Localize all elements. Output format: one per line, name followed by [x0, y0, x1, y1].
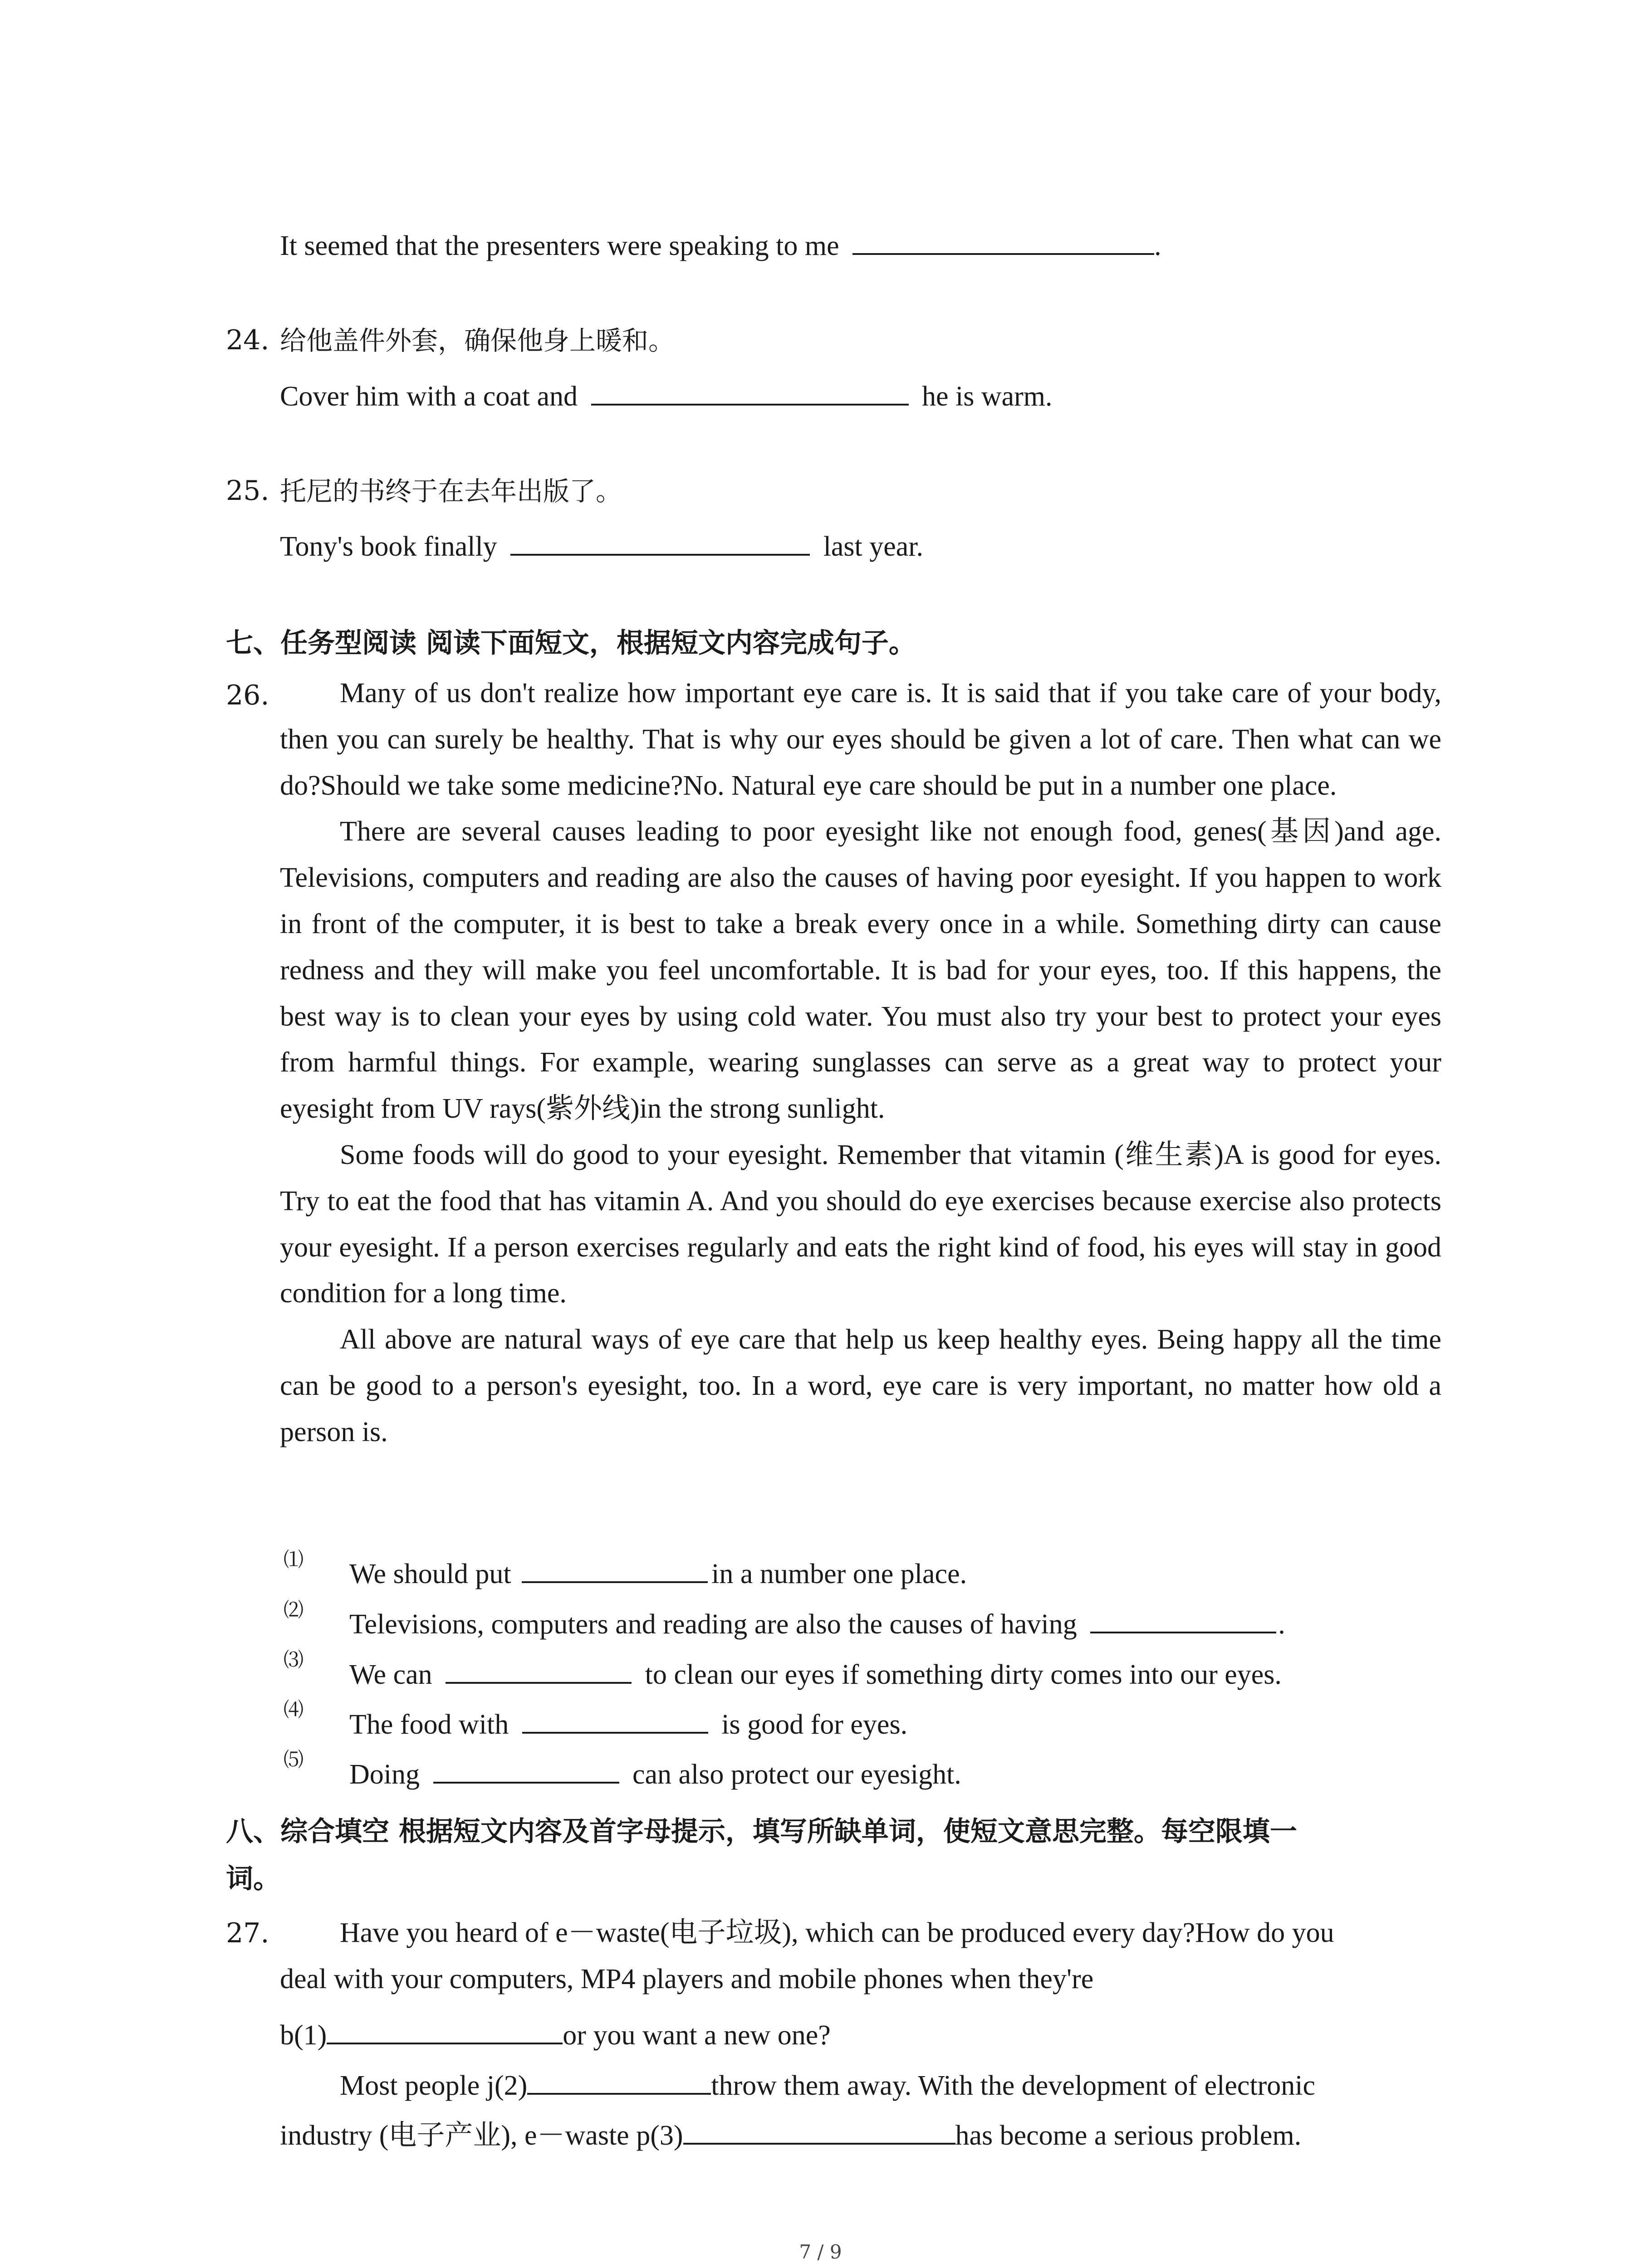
q27-blank-2[interactable] [527, 2067, 711, 2095]
section8-heading-line2: 词。 [226, 1863, 280, 1895]
q24-chinese: 给他盖件外套，确保他身上暖和。 [280, 325, 675, 356]
q26-5-before: Doing [349, 1759, 420, 1790]
q27-line4 [340, 2067, 1315, 2100]
q27-line1: Have you heard of e－waste(电子垃圾), which can be produced every day?How do you [340, 1917, 1334, 1948]
q26-5 [349, 1755, 961, 1789]
q26-4-after: is good for eyes. [721, 1709, 908, 1740]
q26-5-blank[interactable] [433, 1755, 619, 1784]
q26-3-before: We can [349, 1659, 432, 1690]
q23-line [280, 227, 1161, 260]
q24-number: 24. [226, 324, 269, 356]
q26-number: 26. [226, 679, 269, 711]
q25-chinese: 托尼的书终于在去年出版了。 [280, 476, 622, 507]
q27-blank2-label: Most people j(2) [340, 2070, 528, 2101]
q26-1-blank[interactable] [522, 1555, 708, 1583]
q25-after: last year. [823, 531, 924, 562]
q24-before: Cover him with a coat and [280, 381, 578, 412]
passage-paragraph-2: There are several causes leading to poor eyesight like not enough food, genes(基因)and age. Televisions, computers and reading are also the causes of having poor eyesight. If you happen to work in front of the computer, it is best to take a break every once in a while. Something dirty can cause redness and they will make you feel uncomfortable. It is bad for your eyes, too. If this happens, the best way is to clean your eyes by using cold water. You must also try your best to protect your eyes from harmful things. For example, wearing sunglasses can serve as a great way to protect your eyesight from UV rays(紫外线)in the strong sunlight. [280, 816, 1441, 1124]
q24-sentence [280, 377, 1053, 411]
q27-blank3-label: industry (电子产业), e－waste p(3) [280, 2120, 683, 2151]
q23-blank[interactable] [852, 227, 1154, 255]
q26-1-mark: ⑴ [284, 1548, 304, 1571]
q26-1-before: We should put [349, 1559, 511, 1589]
q25-number: 25. [226, 475, 269, 507]
q26-4 [349, 1706, 907, 1739]
q25-before: Tony's book finally [280, 531, 497, 562]
q26-4-blank[interactable] [522, 1706, 708, 1734]
q26-3 [349, 1656, 1282, 1689]
q23-text: It seemed that the presenters were speaking to me [280, 230, 839, 261]
q26-2 [349, 1605, 1285, 1638]
page-number: 7 / 9 [799, 2241, 842, 2263]
q27-number: 27. [226, 1917, 269, 1949]
q26-3-mark: ⑶ [284, 1648, 304, 1672]
q26-3-after: to clean our eyes if something dirty comes into our eyes. [645, 1659, 1282, 1690]
section7-heading: 七、任务型阅读 阅读下面短文，根据短文内容完成句子。 [226, 627, 916, 659]
q23-end: . [1154, 230, 1161, 261]
q24-after: he is warm. [922, 381, 1053, 412]
q26-3-blank[interactable] [446, 1656, 632, 1684]
q26-5-after: can also protect our eyesight. [632, 1759, 961, 1790]
q26-passage [280, 670, 1441, 1456]
q26-2-after: . [1278, 1609, 1285, 1640]
q27-blank-1[interactable] [327, 2016, 563, 2044]
q25-blank[interactable] [510, 528, 810, 556]
q27-line3 [280, 2016, 831, 2049]
passage-paragraph-3: Some foods will do good to your eyesight. Remember that vitamin (维生素)A is good for eyes. Try to eat the food that has vitamin A. And you should do eye exercises because exercise also protects your eyesight. If a person exercises regularly and eats the right kind of food, his eyes will stay in good condition for a long time. [280, 1139, 1441, 1309]
q27-line4-after: throw them away. With the development of electronic [711, 2070, 1316, 2101]
q27-line2: deal with your computers, MP4 players and mobile phones when they're [280, 1964, 1094, 1994]
q25-sentence [280, 528, 923, 561]
q26-5-mark: ⑸ [284, 1748, 304, 1771]
q26-2-blank[interactable] [1090, 1605, 1276, 1633]
q26-2-mark: ⑵ [284, 1598, 304, 1622]
q27-blank-3[interactable] [683, 2116, 955, 2145]
q27-blank1-label: b(1) [280, 2020, 327, 2051]
q26-1 [349, 1555, 967, 1588]
q26-2-before: Televisions, computers and reading are also the causes of having [349, 1609, 1077, 1640]
q26-1-after: in a number one place. [711, 1559, 967, 1589]
passage-paragraph-1: Many of us don't realize how important eye care is. It is said that if you take care of your body, then you can surely be healthy. That is why our eyes should be given a lot of care. Then what can we do?Should we take some medicine?No. Natural eye care should be put in a number one place. [280, 678, 1441, 801]
q27-line5 [280, 2116, 1301, 2150]
q24-blank[interactable] [591, 377, 909, 406]
q27-line5-after: has become a serious problem. [955, 2120, 1302, 2151]
q26-4-before: The food with [349, 1709, 509, 1740]
q26-4-mark: ⑷ [284, 1698, 304, 1721]
q27-line3-after: or you want a new one? [563, 2020, 831, 2051]
section8-heading-line1: 八、综合填空 根据短文内容及首字母提示，填写所缺单词，使短文意思完整。每空限填一 [226, 1816, 1297, 1848]
passage-paragraph-4: All above are natural ways of eye care that help us keep healthy eyes. Being happy all the time can be good to a person's eyesight, too. In a word, eye care is very important, no matter how old a person is. [280, 1324, 1441, 1447]
